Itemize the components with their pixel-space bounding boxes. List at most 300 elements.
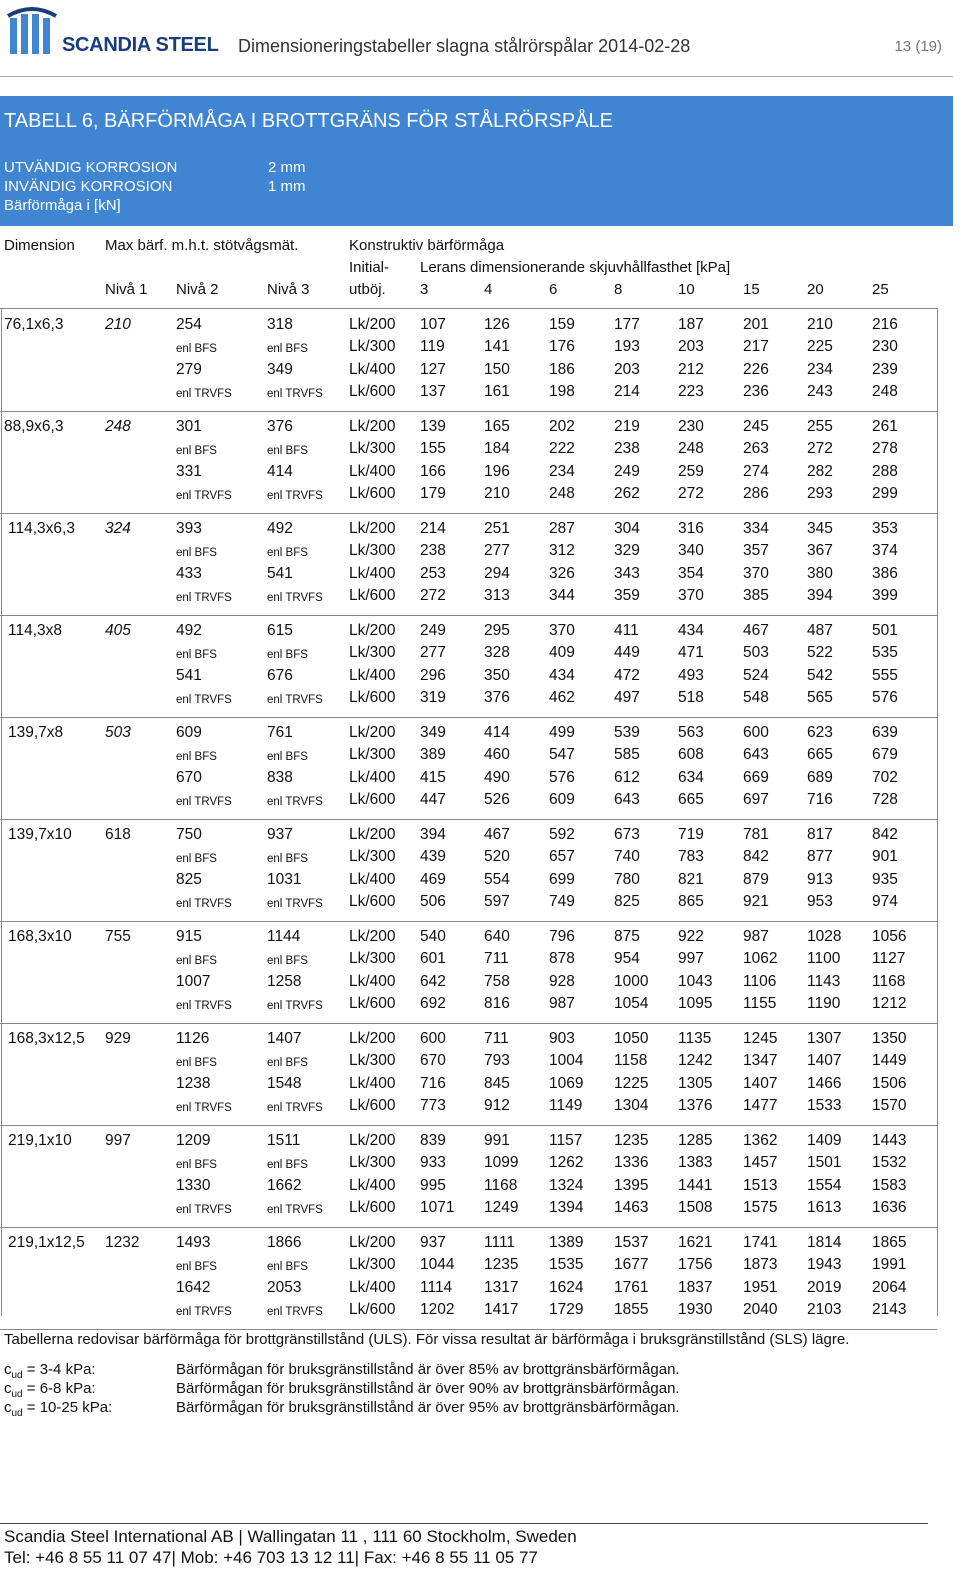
capacity-cell: 875: [614, 928, 640, 945]
capacity-table: [0, 310, 937, 1330]
capacity-cell: 563: [678, 724, 704, 741]
capacity-cell: 1050: [614, 1030, 649, 1047]
capacity-cell: 243: [807, 383, 833, 400]
niva-2-value: 1209: [176, 1132, 211, 1149]
niva-2-value: 433: [176, 565, 202, 582]
initial-deflection: Lk/600: [349, 1199, 396, 1216]
capacity-cell: 161: [484, 383, 510, 400]
capacity-cell: 350: [484, 667, 510, 684]
initial-deflection: Lk/400: [349, 463, 396, 480]
capacity-cell: 542: [807, 667, 833, 684]
capacity-cell: 901: [872, 848, 898, 865]
capacity-cell: 903: [549, 1030, 575, 1047]
niva-3-value: enl TRVFS: [267, 796, 323, 808]
niva-3-value: 1258: [267, 973, 302, 990]
niva-3-value: 676: [267, 667, 293, 684]
niva-2-value: enl TRVFS: [176, 796, 232, 808]
capacity-cell: 845: [484, 1075, 510, 1092]
capacity-cell: 210: [484, 485, 510, 502]
capacity-cell: 1249: [484, 1199, 519, 1216]
capacity-cell: 201: [743, 316, 769, 333]
capacity-cell: 344: [549, 587, 575, 604]
initial-deflection: Lk/300: [349, 848, 396, 865]
niva-1-value: 755: [105, 928, 131, 945]
capacity-cell: 1285: [678, 1132, 713, 1149]
niva-1-value: 248: [105, 418, 131, 435]
niva-2-value: 279: [176, 361, 202, 378]
header-max-capacity: Max bärf. m.h.t. stötvågsmät.: [105, 237, 299, 254]
capacity-cell: 928: [549, 973, 575, 990]
capacity-cell: 462: [549, 689, 575, 706]
capacity-cell: 912: [484, 1097, 510, 1114]
capacity-cell: 697: [743, 791, 769, 808]
niva-3-value: enl BFS: [267, 1057, 308, 1069]
outer-corrosion-label: UTVÄNDIG KORROSION: [4, 159, 178, 176]
capacity-cell: 141: [484, 338, 510, 355]
capacity-cell: 119: [420, 338, 445, 355]
footnote-uls: Tabellerna redovisar bärförmåga för brottgränstillstånd (ULS). För vissa resultat är bärförmåga i bruksgränstillstånd (SLS) lägre.: [4, 1331, 850, 1348]
capacity-cell: 272: [420, 587, 446, 604]
capacity-cell: 1305: [678, 1075, 713, 1092]
capacity-cell: 817: [807, 826, 833, 843]
pile-dimension: 139,7x10: [8, 826, 72, 843]
capacity-cell: 399: [872, 587, 898, 604]
capacity-cell: 107: [420, 316, 446, 333]
capacity-cell: 522: [807, 644, 833, 661]
capacity-cell: 1111: [484, 1234, 516, 1251]
initial-deflection: Lk/300: [349, 746, 396, 763]
outer-corrosion-value: 2 mm: [268, 159, 306, 176]
capacity-cell: 1157: [549, 1132, 583, 1149]
capacity-cell: 1457: [743, 1154, 778, 1171]
capacity-cell: 2019: [807, 1279, 842, 1296]
niva-2-value: 541: [176, 667, 202, 684]
capacity-cell: 1814: [807, 1234, 842, 1251]
capacity-cell: 493: [678, 667, 704, 684]
capacity-cell: 225: [807, 338, 833, 355]
capacity-cell: 781: [743, 826, 769, 843]
capacity-cell: 665: [807, 746, 833, 763]
pile-dimension: 76,1x6,3: [4, 316, 64, 333]
unit-label: Bärförmåga i [kN]: [4, 197, 121, 214]
cud-range-text: = 10-25 kPa:: [22, 1399, 113, 1416]
capacity-cell: 1508: [678, 1199, 713, 1216]
table-row-group: [0, 514, 937, 616]
page-number: 13 (19): [894, 38, 942, 55]
capacity-cell: 913: [807, 871, 833, 888]
capacity-cell: 548: [743, 689, 769, 706]
capacity-cell: 370: [743, 565, 769, 582]
capacity-cell: 374: [872, 542, 898, 559]
capacity-cell: 555: [872, 667, 898, 684]
niva-3-value: enl TRVFS: [267, 1102, 323, 1114]
capacity-cell: 1350: [872, 1030, 907, 1047]
capacity-cell: 238: [614, 440, 640, 457]
niva-1-value: 997: [105, 1132, 131, 1149]
capacity-cell: 839: [420, 1132, 446, 1149]
niva-1-value: 503: [105, 724, 131, 741]
capacity-cell: 597: [484, 893, 510, 910]
pile-dimension: 168,3x10: [8, 928, 72, 945]
capacity-cell: 657: [549, 848, 575, 865]
footer-address: Scandia Steel International AB | Wallingatan 11 , 111 60 Stockholm, Sweden: [4, 1527, 577, 1546]
niva-3-value: 414: [267, 463, 293, 480]
capacity-cell: 249: [420, 622, 446, 639]
capacity-cell: 460: [484, 746, 510, 763]
capacity-cell: 793: [484, 1052, 510, 1069]
niva-2-value: 1330: [176, 1177, 211, 1194]
capacity-cell: 177: [614, 316, 640, 333]
capacity-cell: 878: [549, 950, 575, 967]
niva-3-value: 615: [267, 622, 293, 639]
capacity-cell: 518: [678, 689, 704, 706]
niva-3-value: 492: [267, 520, 293, 537]
capacity-cell: 287: [549, 520, 575, 537]
cud-symbol: c: [4, 1361, 12, 1378]
capacity-cell: 796: [549, 928, 575, 945]
capacity-cell: 1394: [549, 1199, 584, 1216]
niva-2-value: enl TRVFS: [176, 592, 232, 604]
cud-range: [4, 1380, 96, 1400]
capacity-cell: 299: [872, 485, 898, 502]
initial-deflection: Lk/200: [349, 1234, 396, 1251]
scandia-steel-logo: [4, 4, 224, 56]
capacity-cell: 524: [743, 667, 769, 684]
capacity-cell: 499: [549, 724, 575, 741]
capacity-cell: 278: [872, 440, 898, 457]
capacity-cell: 711: [484, 1030, 509, 1047]
capacity-cell: 506: [420, 893, 446, 910]
capacity-cell: 294: [484, 565, 510, 582]
footer-divider: [0, 1523, 928, 1524]
capacity-cell: 783: [678, 848, 704, 865]
capacity-cell: 1443: [872, 1132, 907, 1149]
capacity-cell: 1583: [872, 1177, 907, 1194]
capacity-cell: 214: [420, 520, 446, 537]
niva-3-value: enl BFS: [267, 853, 308, 865]
capacity-cell: 1100: [807, 950, 841, 967]
capacity-cell: 1533: [807, 1097, 842, 1114]
niva-3-value: enl TRVFS: [267, 1000, 323, 1012]
capacity-cell: 1636: [872, 1199, 907, 1216]
capacity-cell: 394: [420, 826, 446, 843]
cud-symbol: c: [4, 1399, 12, 1416]
capacity-cell: 139: [420, 418, 446, 435]
niva-3-value: 761: [267, 724, 293, 741]
capacity-cell: 296: [420, 667, 446, 684]
niva-2-value: enl TRVFS: [176, 898, 232, 910]
initial-deflection: Lk/600: [349, 1097, 396, 1114]
capacity-cell: 974: [872, 893, 898, 910]
pile-dimension: 114,3x8: [8, 622, 63, 639]
initial-deflection: Lk/400: [349, 667, 396, 684]
capacity-cell: 1506: [872, 1075, 907, 1092]
capacity-cell: 1407: [743, 1075, 778, 1092]
capacity-cell: 286: [743, 485, 769, 502]
niva-2-value: enl BFS: [176, 1159, 217, 1171]
capacity-cell: 248: [549, 485, 575, 502]
capacity-cell: 253: [420, 565, 446, 582]
capacity-cell: 210: [807, 316, 833, 333]
niva-3-value: enl BFS: [267, 1261, 308, 1273]
table-banner: [0, 96, 953, 226]
capacity-cell: 471: [678, 644, 704, 661]
initial-deflection: Lk/600: [349, 485, 396, 502]
capacity-cell: 600: [420, 1030, 446, 1047]
niva-2-value: enl BFS: [176, 445, 217, 457]
capacity-cell: 370: [549, 622, 575, 639]
header-kpa-2: 6: [549, 281, 558, 298]
niva-2-value: 301: [176, 418, 202, 435]
header-kpa-6: 20: [807, 281, 824, 298]
capacity-cell: 159: [549, 316, 575, 333]
capacity-cell: 670: [420, 1052, 446, 1069]
capacity-cell: 501: [872, 622, 898, 639]
capacity-cell: 1114: [420, 1279, 453, 1296]
niva-2-value: enl BFS: [176, 343, 217, 355]
capacity-cell: 1463: [614, 1199, 649, 1216]
capacity-cell: 295: [484, 622, 510, 639]
niva-2-value: 1007: [176, 973, 211, 990]
niva-3-value: enl TRVFS: [267, 1306, 323, 1318]
capacity-cell: 922: [678, 928, 704, 945]
capacity-cell: 995: [420, 1177, 446, 1194]
initial-deflection: Lk/600: [349, 689, 396, 706]
capacity-cell: 409: [549, 644, 575, 661]
initial-deflection: Lk/600: [349, 995, 396, 1012]
capacity-cell: 1044: [420, 1256, 455, 1273]
capacity-cell: 592: [549, 826, 575, 843]
header-konstruktiv: Konstruktiv bärförmåga: [349, 237, 505, 254]
niva-3-value: enl TRVFS: [267, 898, 323, 910]
initial-deflection: Lk/600: [349, 791, 396, 808]
capacity-cell: 1513: [743, 1177, 778, 1194]
capacity-cell: 673: [614, 826, 640, 843]
niva-2-value: enl BFS: [176, 751, 217, 763]
capacity-cell: 126: [484, 316, 510, 333]
capacity-cell: 600: [743, 724, 769, 741]
capacity-cell: 230: [872, 338, 898, 355]
niva-3-value: enl TRVFS: [267, 592, 323, 604]
capacity-cell: 1168: [872, 973, 906, 990]
cud-range-text: = 3-4 kPa:: [22, 1361, 96, 1378]
capacity-cell: 245: [743, 418, 769, 435]
capacity-cell: 1028: [807, 928, 842, 945]
table-row-group: [0, 1024, 937, 1126]
niva-3-value: 541: [267, 565, 293, 582]
capacity-cell: 1741: [743, 1234, 778, 1251]
niva-3-value: 1144: [267, 928, 301, 945]
capacity-cell: 262: [614, 485, 640, 502]
niva-2-value: enl TRVFS: [176, 490, 232, 502]
header-kpa-3: 8: [614, 281, 623, 298]
capacity-cell: 1865: [872, 1234, 907, 1251]
logo-bars-icon: [6, 4, 58, 54]
capacity-cell: 380: [807, 565, 833, 582]
niva-3-value: 1662: [267, 1177, 302, 1194]
header-initial: Initial-: [349, 259, 390, 276]
capacity-cell: 1855: [614, 1301, 649, 1318]
capacity-cell: 991: [484, 1132, 510, 1149]
header-kpa-4: 10: [678, 281, 695, 298]
table-row-group: [0, 718, 937, 820]
capacity-cell: 554: [484, 871, 510, 888]
capacity-cell: 467: [484, 826, 510, 843]
niva-2-value: 1493: [176, 1234, 211, 1251]
capacity-cell: 953: [807, 893, 833, 910]
capacity-cell: 1362: [743, 1132, 778, 1149]
capacity-cell: 203: [678, 338, 704, 355]
capacity-cell: 226: [743, 361, 769, 378]
capacity-cell: 665: [678, 791, 704, 808]
capacity-cell: 165: [484, 418, 510, 435]
pile-dimension: 139,7x8: [8, 724, 64, 741]
capacity-cell: 259: [678, 463, 704, 480]
cud-note-text: Bärförmågan för bruksgränstillstånd är över 95% av brottgränsbärförmågan.: [176, 1399, 680, 1416]
capacity-cell: 1621: [678, 1234, 713, 1251]
initial-deflection: Lk/300: [349, 1052, 396, 1069]
niva-2-value: enl BFS: [176, 955, 217, 967]
niva-2-value: 609: [176, 724, 202, 741]
capacity-cell: 1168: [484, 1177, 518, 1194]
niva-2-value: 670: [176, 769, 202, 786]
table-title: TABELL 6, BÄRFÖRMÅGA I BROTTGRÄNS FÖR STÅLRÖRSPÅLE: [4, 110, 614, 132]
niva-2-value: 492: [176, 622, 202, 639]
capacity-cell: 540: [420, 928, 446, 945]
initial-deflection: Lk/400: [349, 565, 396, 582]
cud-note-text: Bärförmågan för bruksgränstillstånd är över 90% av brottgränsbärförmågan.: [176, 1380, 680, 1397]
capacity-cell: 234: [549, 463, 575, 480]
capacity-cell: 288: [872, 463, 898, 480]
capacity-cell: 997: [678, 950, 704, 967]
capacity-cell: 669: [743, 769, 769, 786]
niva-3-value: enl BFS: [267, 1159, 308, 1171]
logo-text: SCANDIA STEEL: [62, 34, 219, 56]
capacity-cell: 343: [614, 565, 640, 582]
capacity-cell: 1106: [743, 973, 777, 990]
cud-range: [4, 1361, 96, 1381]
capacity-cell: 1624: [549, 1279, 584, 1296]
capacity-cell: 487: [807, 622, 833, 639]
cud-range-text: = 6-8 kPa:: [22, 1380, 96, 1397]
footer-contact: Tel: +46 8 55 11 07 47| Mob: +46 703 13 12 11| Fax: +46 8 55 11 05 77: [4, 1548, 538, 1567]
capacity-cell: 1756: [678, 1256, 713, 1273]
niva-3-value: enl TRVFS: [267, 490, 323, 502]
capacity-cell: 272: [678, 485, 704, 502]
niva-2-value: enl TRVFS: [176, 1000, 232, 1012]
capacity-cell: 643: [743, 746, 769, 763]
niva-3-value: 1866: [267, 1234, 302, 1251]
capacity-cell: 230: [678, 418, 704, 435]
capacity-cell: 1212: [872, 995, 907, 1012]
initial-deflection: Lk/200: [349, 928, 396, 945]
header-divider-line: [0, 308, 937, 309]
pile-dimension: 88,9x6,3: [4, 418, 64, 435]
capacity-cell: 434: [549, 667, 575, 684]
niva-2-value: 393: [176, 520, 202, 537]
capacity-cell: 272: [807, 440, 833, 457]
capacity-cell: 449: [614, 644, 640, 661]
capacity-cell: 689: [807, 769, 833, 786]
capacity-cell: 179: [420, 485, 446, 502]
pile-dimension: 168,3x12,5: [8, 1030, 85, 1047]
capacity-cell: 640: [484, 928, 510, 945]
cud-subscript: ud: [11, 1370, 23, 1381]
niva-3-value: 376: [267, 418, 293, 435]
capacity-cell: 274: [743, 463, 769, 480]
capacity-cell: 212: [678, 361, 704, 378]
capacity-cell: 1127: [872, 950, 906, 967]
capacity-cell: 1056: [872, 928, 907, 945]
capacity-cell: 198: [549, 383, 575, 400]
capacity-cell: 2103: [807, 1301, 842, 1318]
table-row-group: [0, 412, 937, 514]
header-kpa-5: 15: [743, 281, 760, 298]
capacity-cell: 547: [549, 746, 575, 763]
capacity-cell: 612: [614, 769, 640, 786]
initial-deflection: Lk/300: [349, 1154, 396, 1171]
capacity-cell: 222: [549, 440, 575, 457]
capacity-cell: 248: [872, 383, 898, 400]
capacity-cell: 340: [678, 542, 704, 559]
initial-deflection: Lk/400: [349, 973, 396, 990]
capacity-cell: 414: [484, 724, 510, 741]
niva-3-value: enl TRVFS: [267, 694, 323, 706]
capacity-cell: 716: [807, 791, 833, 808]
capacity-cell: 1383: [678, 1154, 713, 1171]
capacity-cell: 643: [614, 791, 640, 808]
capacity-cell: 353: [872, 520, 898, 537]
capacity-cell: 217: [743, 338, 769, 355]
initial-deflection: Lk/300: [349, 1256, 396, 1273]
table-row-group: [0, 1228, 937, 1330]
niva-3-value: enl BFS: [267, 547, 308, 559]
niva-2-value: 331: [176, 463, 202, 480]
capacity-cell: 877: [807, 848, 833, 865]
capacity-cell: 773: [420, 1097, 446, 1114]
capacity-cell: 2143: [872, 1301, 907, 1318]
capacity-cell: 239: [872, 361, 898, 378]
capacity-cell: 1307: [807, 1030, 842, 1047]
capacity-cell: 1613: [807, 1199, 842, 1216]
capacity-cell: 842: [743, 848, 769, 865]
capacity-cell: 987: [549, 995, 575, 1012]
capacity-cell: 749: [549, 893, 575, 910]
capacity-cell: 576: [549, 769, 575, 786]
capacity-cell: 187: [678, 316, 704, 333]
capacity-cell: 127: [420, 361, 446, 378]
initial-deflection: Lk/200: [349, 418, 396, 435]
capacity-cell: 1873: [743, 1256, 778, 1273]
capacity-cell: 184: [484, 440, 510, 457]
capacity-cell: 865: [678, 893, 704, 910]
capacity-cell: 1417: [484, 1301, 519, 1318]
capacity-cell: 503: [743, 644, 769, 661]
niva-3-value: enl BFS: [267, 445, 308, 457]
initial-deflection: Lk/300: [349, 542, 396, 559]
capacity-cell: 251: [484, 520, 510, 537]
initial-deflection: Lk/300: [349, 950, 396, 967]
initial-deflection: Lk/200: [349, 316, 396, 333]
table-row-group: [0, 820, 937, 922]
niva-3-value: 937: [267, 826, 293, 843]
niva-3-value: enl BFS: [267, 751, 308, 763]
capacity-cell: 1729: [549, 1301, 584, 1318]
capacity-cell: 1245: [743, 1030, 778, 1047]
capacity-cell: 282: [807, 463, 833, 480]
capacity-cell: 193: [614, 338, 640, 355]
niva-1-value: 405: [105, 622, 131, 639]
